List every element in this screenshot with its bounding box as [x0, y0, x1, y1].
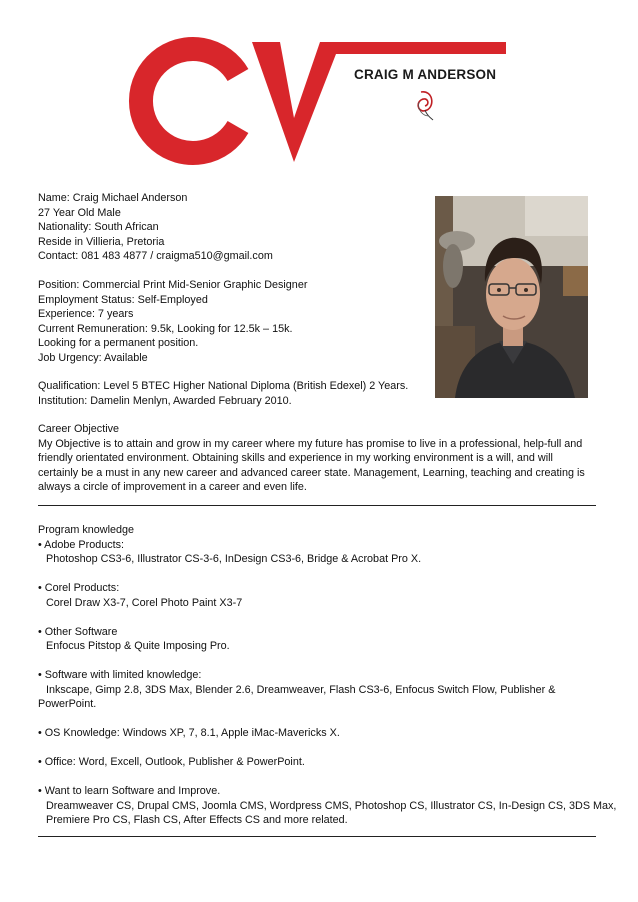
- personal-line: Name: Craig Michael Anderson: [38, 192, 188, 204]
- divider: [38, 505, 596, 506]
- corel-title: • Corel Products:: [38, 582, 120, 594]
- education-info: [38, 379, 408, 408]
- limited-detail-cont: PowerPoint.: [38, 698, 97, 710]
- learn-title: • Want to learn Software and Improve.: [38, 785, 221, 797]
- employment-info: [38, 278, 307, 365]
- employment-line: Job Urgency: Available: [38, 351, 148, 364]
- education-line: Qualification: Level 5 BTEC Higher National Diploma (British Edexel) 2 Years.: [38, 380, 409, 392]
- logo-name-text: CRAIG M ANDERSON: [354, 67, 497, 82]
- adobe-title: • Adobe Products:: [38, 538, 125, 551]
- education-line: Institution: Damelin Menlyn, Awarded February 2010.: [38, 394, 292, 407]
- corel-detail: Corel Draw X3-7, Corel Photo Paint X3-7: [46, 596, 243, 609]
- office-knowledge: • Office: Word, Excell, Outlook, Publisher & PowerPoint.: [38, 756, 305, 768]
- personal-line: Nationality: South African: [38, 221, 159, 233]
- employment-line: Position: Commercial Print Mid-Senior Graphic Designer: [38, 279, 308, 291]
- employment-line: Looking for a permanent position.: [38, 337, 199, 349]
- objective-heading: Career Objective: [38, 423, 120, 435]
- career-objective: [38, 422, 596, 495]
- employment-line: Employment Status: Self-Employed: [38, 293, 208, 306]
- logo-letter-c: [141, 49, 238, 153]
- contact-line: Contact: 081 483 4877 / craigma510@gmail.com: [38, 250, 273, 262]
- other-title: • Other Software: [38, 625, 118, 638]
- objective-text: My Objective is to attain and grow in my career where my future has promise to live in a professional, help-full and friendly orientated environment. Obtaining skills and experience in my working environment is a will, and will certainly be a must in any new career and advanced career state. Management, Learning, teaching and creating is always a circle of improvement in a career and even life.: [38, 437, 585, 493]
- limited-detail: Inkscape, Gimp 2.8, 3DS Max, Blender 2.6, Dreamweaver, Flash CS3-6, Enfocus Switch Flow, Publisher &: [46, 683, 556, 696]
- personal-info: [38, 191, 273, 264]
- personal-line: Reside in Villieria, Pretoria: [38, 235, 165, 248]
- personal-line: 27 Year Old Male: [38, 206, 121, 219]
- os-knowledge: • OS Knowledge: Windows XP, 7, 8.1, Apple iMac-Mavericks X.: [38, 727, 340, 739]
- employment-line: Experience: 7 years: [38, 308, 134, 320]
- employment-line: Current Remuneration: 9.5k, Looking for 12.5k – 15k.: [38, 322, 293, 335]
- learn-detail-cont: Premiere Pro CS, Flash CS, After Effects CS and more related.: [46, 814, 348, 826]
- cv-logo: [0, 0, 638, 180]
- limited-title: • Software with limited knowledge:: [38, 669, 202, 681]
- program-heading: Program knowledge: [38, 524, 135, 536]
- divider: [38, 836, 596, 837]
- logo-letter-v: [252, 42, 506, 162]
- profile-photo: [435, 196, 588, 398]
- learn-detail: Dreamweaver CS, Drupal CMS, Joomla CMS, Wordpress CMS, Photoshop CS, Illustrator CS, In-Design CS, 3DS Max,: [46, 799, 617, 812]
- adobe-detail: Photoshop CS3-6, Illustrator CS-3-6, InDesign CS3-6, Bridge & Acrobat Pro X.: [46, 553, 422, 565]
- other-detail: Enfocus Pitstop & Quite Imposing Pro.: [46, 640, 230, 652]
- program-knowledge: [38, 523, 617, 828]
- logo-swirl-icon: [418, 92, 433, 120]
